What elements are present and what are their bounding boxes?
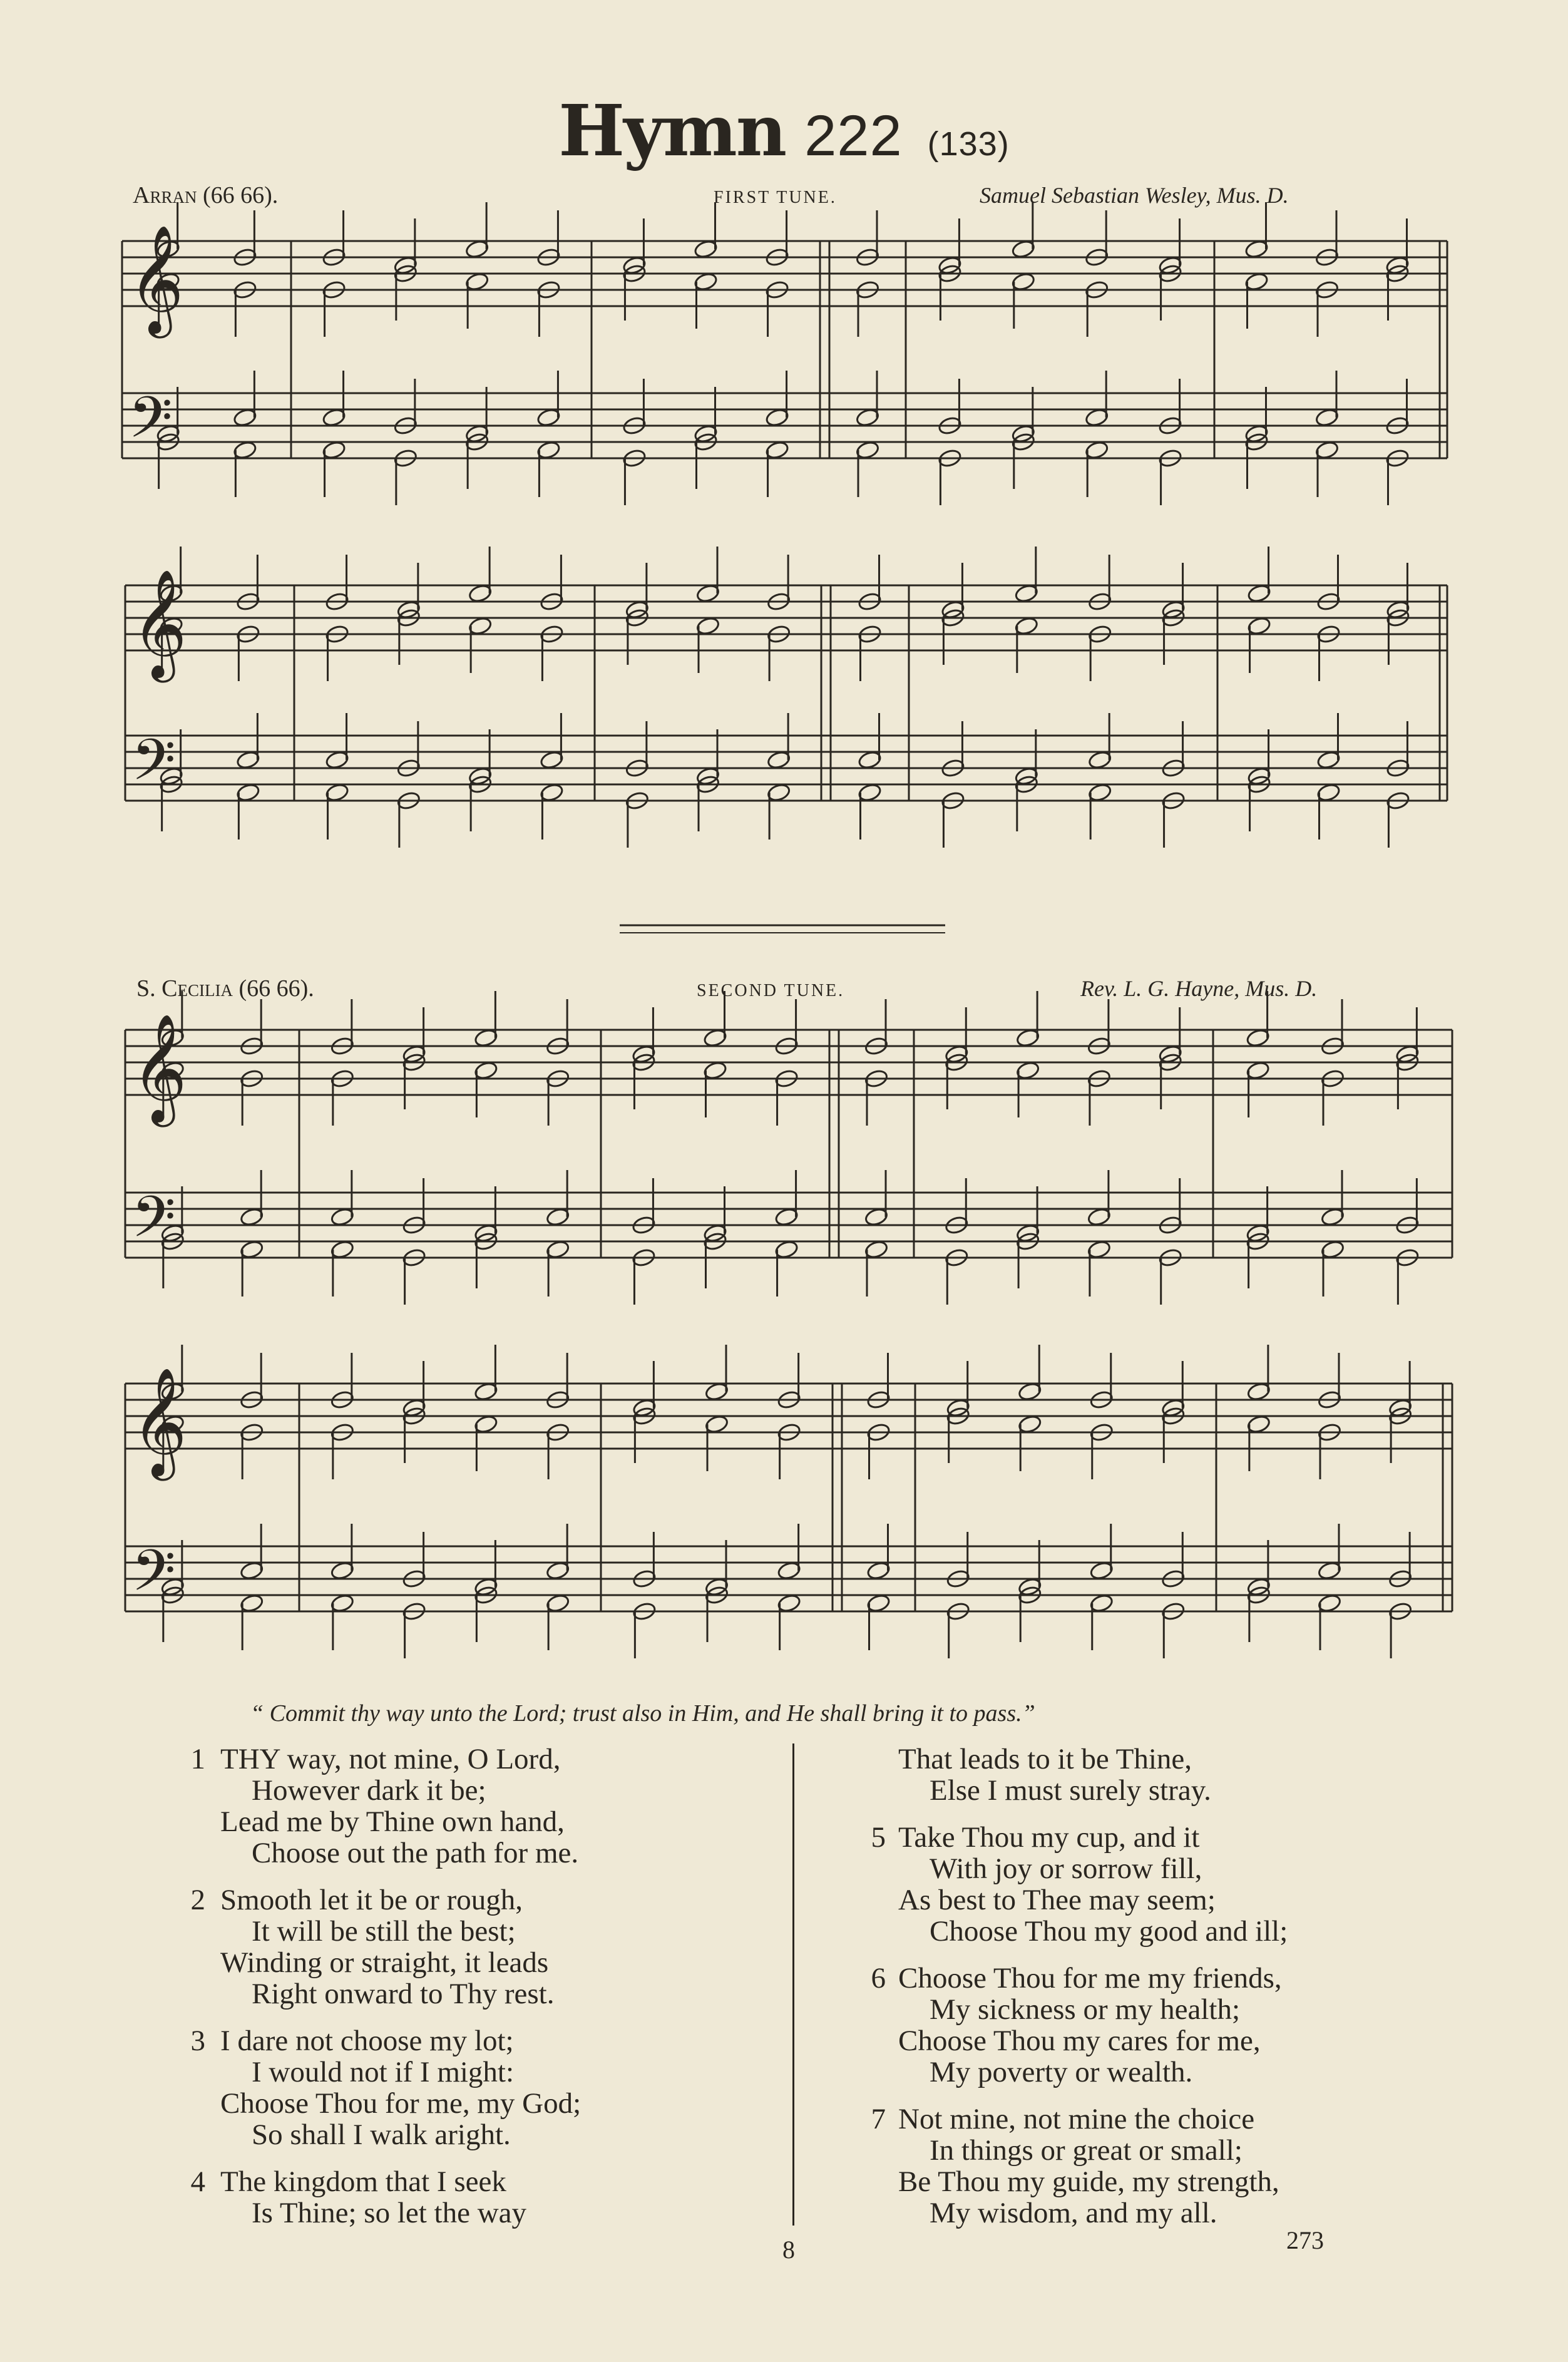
verse-line: Choose Thou my cares for me, [898, 2025, 1261, 2057]
verse-line: Right onward to Thy rest. [252, 1978, 555, 2010]
svg-text:𝄢: 𝄢 [131, 1538, 176, 1618]
epigraph: “ Commit thy way unto the Lord; trust also in Him, and He shall bring it to pass.” [250, 1700, 1035, 1727]
verse-line: Be Thou my guide, my strength, [898, 2165, 1279, 2198]
verse-number: 1 [190, 1743, 205, 1775]
verse-line: My wisdom, and my all. [930, 2197, 1217, 2229]
verse-line: So shall I walk aright. [252, 2118, 511, 2151]
hymn-alt-number: (133) [927, 125, 1010, 163]
verse-line: Take Thou my cup, and it [898, 1821, 1200, 1854]
verse-number: 7 [871, 2103, 886, 2135]
verse-line: As best to Thee may seem; [898, 1884, 1216, 1916]
hymn-title-prefix: Hymn [558, 90, 786, 172]
verse-line: My poverty or wealth. [930, 2056, 1193, 2088]
verse-line: It will be still the best; [252, 1915, 516, 1948]
verse-line: The kingdom that I seek [220, 2165, 506, 2198]
page-number: 273 [1286, 2226, 1324, 2254]
verse-line: I would not if I might: [252, 2056, 515, 2088]
verse-line: Lead me by Thine own hand, [220, 1805, 565, 1838]
verse-line: However dark it be; [252, 1774, 486, 1807]
verse-line: Else I must surely stray. [930, 1774, 1211, 1807]
signature-mark: 8 [782, 2236, 795, 2264]
verse-number: 6 [871, 1962, 886, 1995]
svg-text:𝄢: 𝄢 [128, 384, 173, 465]
second-tune-composer: Rev. L. G. Hayne, Mus. D. [1080, 976, 1318, 1001]
verse-number: 3 [190, 2025, 205, 2057]
svg-text:𝄞: 𝄞 [131, 1014, 187, 1122]
verse-line: Winding or straight, it leads [220, 1946, 549, 1979]
verse-line: With joy or sorrow fill, [930, 1852, 1202, 1885]
first-tune-name: Arran (66 66). [133, 182, 279, 208]
verse-line: I dare not choose my lot; [220, 2025, 514, 2057]
svg-text:𝄞: 𝄞 [131, 1367, 187, 1476]
verse-line: Is Thine; so let the way [252, 2197, 527, 2229]
verse-line: Not mine, not mine the choice [898, 2103, 1255, 2135]
verse-line: Choose Thou for me, my God; [220, 2087, 582, 2120]
second-tune-label: SECOND TUNE. [697, 981, 845, 1000]
first-tune-label: FIRST TUNE. [714, 188, 837, 207]
column-divider [792, 1743, 794, 2226]
verse-line: My sickness or my health; [930, 1993, 1241, 2026]
verse-line: In things or great or small; [930, 2134, 1243, 2167]
svg-text:𝄞: 𝄞 [131, 569, 187, 678]
verse-line: THY way, not mine, O Lord, [220, 1743, 561, 1775]
verse-line: Smooth let it be or rough, [220, 1884, 523, 1916]
verse-4 [182, 2165, 527, 2323]
verse-number: 2 [190, 1884, 205, 1916]
verse-number: 5 [871, 1821, 886, 1854]
svg-text:𝄢: 𝄢 [131, 1184, 176, 1264]
second-tune-name: S. Cecilia (66 66). [136, 975, 314, 1002]
hymn-number: 222 [804, 104, 903, 168]
verse-line: Choose out the path for me. [252, 1837, 579, 1869]
verse-number: 4 [190, 2165, 205, 2198]
verse-line: That leads to it be Thine, [898, 1743, 1192, 1775]
verse-7 [864, 2103, 1279, 2323]
svg-text:𝄢: 𝄢 [131, 727, 176, 807]
verse-line: Choose Thou my good and ill; [930, 1915, 1288, 1948]
svg-text:𝄞: 𝄞 [128, 225, 184, 334]
first-tune-composer: Samuel Sebastian Wesley, Mus. D. [980, 183, 1289, 208]
verse-line: Choose Thou for me my friends, [898, 1962, 1282, 1995]
